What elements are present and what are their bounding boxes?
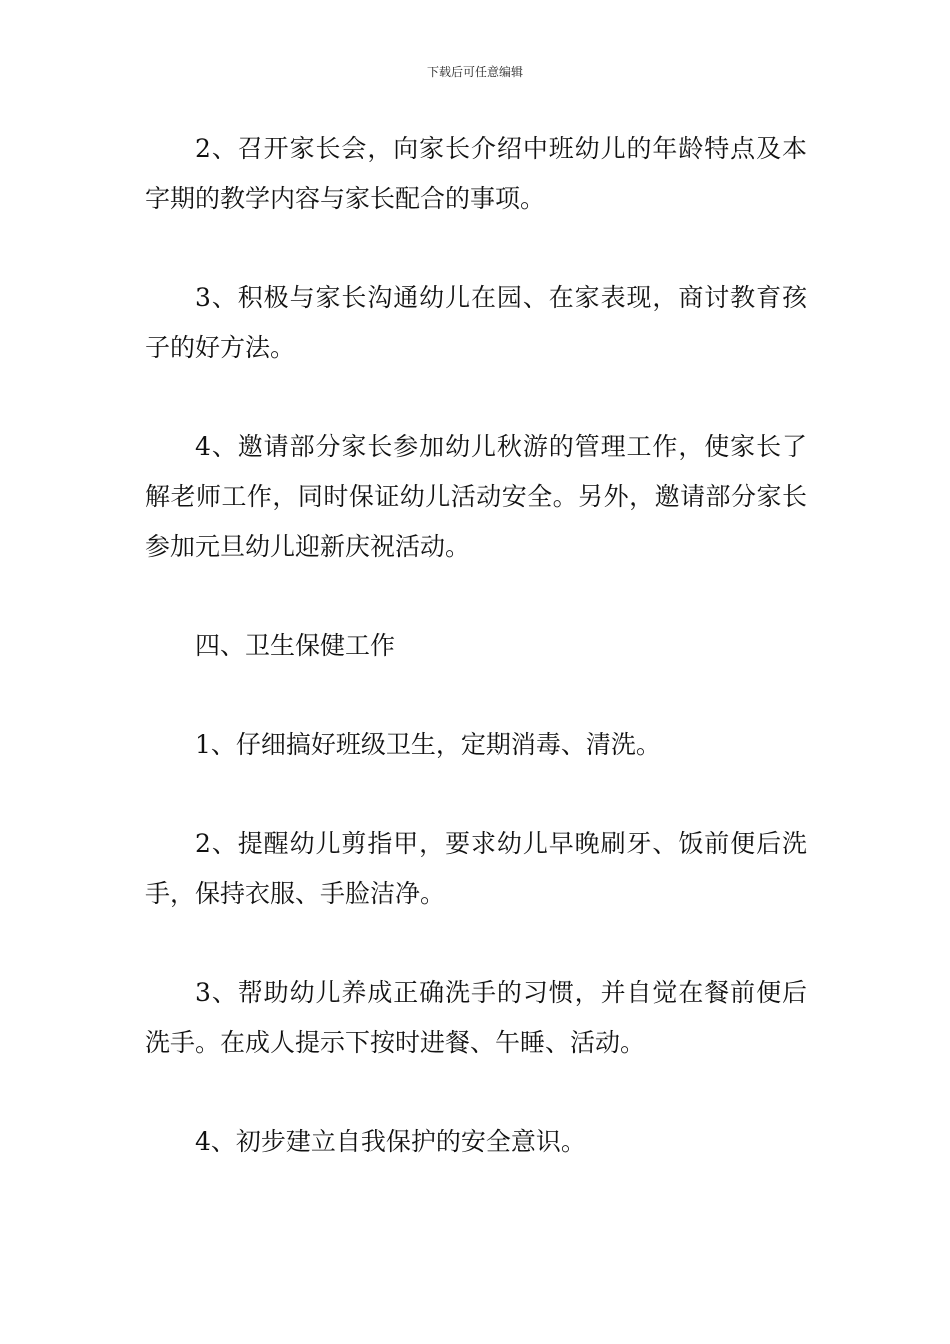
paragraph-handwashing-habits: 3、帮助幼儿养成正确洗手的习惯，并自觉在餐前便后洗手。在成人提示下按时进餐、午睡、活动。 [145, 978, 807, 1057]
section-heading-health: 四、卫生保健工作 [195, 631, 396, 660]
document-body [145, 124, 807, 1167]
paragraph-class-hygiene: 1、仔细搞好班级卫生，定期消毒、清洗。 [195, 730, 661, 759]
paragraph-parent-participation: 4、邀请部分家长参加幼儿秋游的管理工作，使家长了解老师工作，同时保证幼儿活动安全。另外，邀请部分家长参加元旦幼儿迎新庆祝活动。 [145, 432, 807, 561]
paragraph-parent-communication: 3、积极与家长沟通幼儿在园、在家表现，商讨教育孩子的好方法。 [145, 283, 807, 362]
paragraph-parent-meeting: 2、召开家长会，向家长介绍中班幼儿的年龄特点及本字期的教学内容与家长配合的事项。 [145, 134, 807, 213]
paragraph-personal-hygiene: 2、提醒幼儿剪指甲，要求幼儿早晚刷牙、饭前便后洗手，保持衣服、手脸洁净。 [145, 829, 807, 908]
paragraph-safety-awareness: 4、初步建立自我保护的安全意识。 [195, 1127, 586, 1156]
page-header: 下载后可任意编辑 [426, 65, 523, 79]
